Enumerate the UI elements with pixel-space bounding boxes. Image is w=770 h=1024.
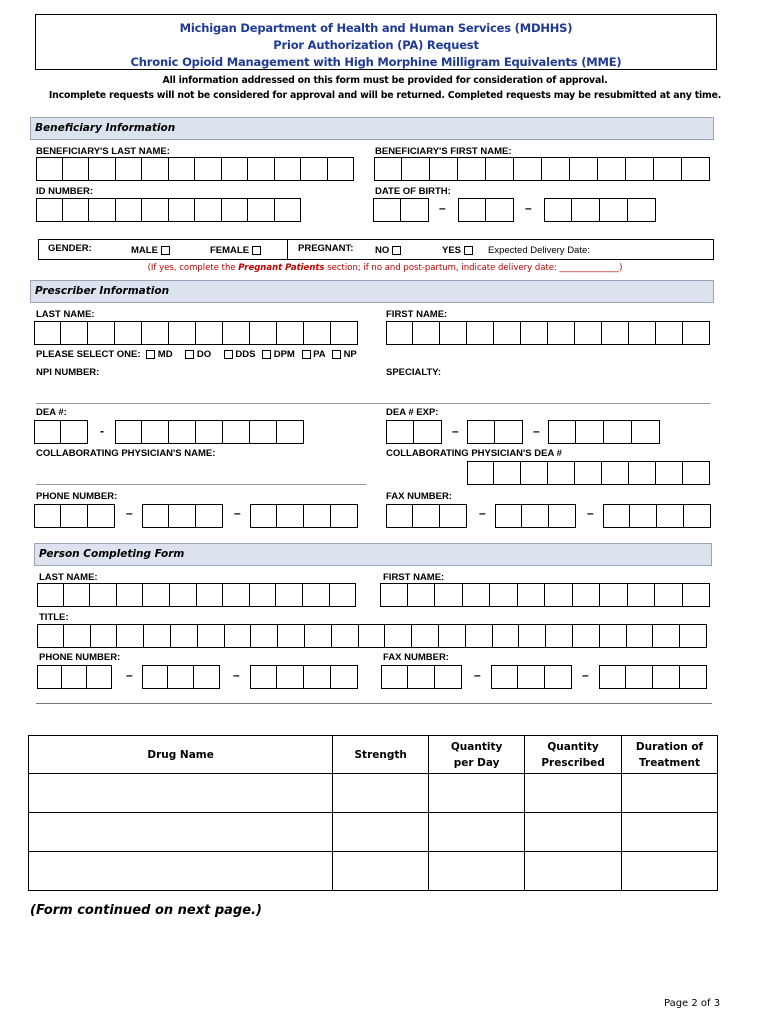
quantity-per-day-header: Quantity per Day — [429, 736, 525, 774]
drug-table-header-row — [29, 736, 718, 774]
collab-physician-dea-label: COLLABORATING PHYSICIAN'S DEA # — [386, 448, 562, 459]
drug-name-header: Drug Name — [29, 736, 333, 774]
strength-cell[interactable] — [333, 852, 429, 891]
drug-table — [28, 735, 718, 891]
pa-label: PA — [313, 349, 326, 360]
dea-exp-day-input[interactable] — [467, 420, 523, 444]
note-suffix: section; if no and post-partum, indicate delivery date: ______________) — [324, 263, 623, 273]
person-fax-label: FAX NUMBER: — [383, 652, 449, 663]
dob-year-input[interactable] — [544, 198, 656, 222]
prescriber-first-name-label: FIRST NAME: — [386, 309, 448, 320]
person-completing-section-header: Person Completing Form — [34, 543, 712, 566]
person-fax-separator-1: – — [474, 668, 481, 682]
person-first-name-input[interactable] — [380, 583, 710, 607]
gender-label: GENDER: — [48, 243, 92, 254]
strength-cell[interactable] — [333, 774, 429, 813]
prescriber-fax-line-input[interactable] — [603, 504, 711, 528]
collab-physician-name-line[interactable] — [36, 484, 366, 485]
quantity-prescribed-cell[interactable] — [525, 813, 622, 852]
prescriber-last-name-label: LAST NAME: — [36, 309, 95, 320]
person-last-name-label: LAST NAME: — [39, 572, 98, 583]
person-fax-prefix-input[interactable] — [491, 665, 572, 689]
person-phone-prefix-input[interactable] — [142, 665, 220, 689]
pregnant-yes-label: YES — [442, 245, 462, 256]
duration-cell[interactable] — [622, 813, 718, 852]
male-option[interactable] — [131, 245, 170, 256]
quantity-prescribed-header: Quantity Prescribed — [525, 736, 622, 774]
prescriber-phone-prefix-input[interactable] — [142, 504, 223, 528]
quantity-per-day-cell[interactable] — [429, 813, 525, 852]
quantity-per-day-cell[interactable] — [429, 774, 525, 813]
dea-prefix-input[interactable] — [34, 420, 88, 444]
agency-title: Michigan Department of Health and Human Services (MDHHS) — [179, 21, 573, 35]
male-checkbox[interactable] — [161, 246, 170, 255]
drug-row — [29, 774, 718, 813]
section-divider — [36, 703, 712, 704]
beneficiary-first-name-input[interactable] — [374, 157, 710, 181]
prescriber-phone-line-input[interactable] — [250, 504, 358, 528]
pregnancy-note — [0, 263, 770, 273]
prescriber-phone-label: PHONE NUMBER: — [36, 491, 118, 502]
dds-checkbox[interactable] — [224, 350, 233, 359]
pregnant-no-checkbox[interactable] — [392, 246, 401, 255]
dea-number-input[interactable] — [115, 420, 304, 444]
duration-cell[interactable] — [622, 852, 718, 891]
prescriber-phone-separator-1: – — [126, 506, 133, 520]
note-prefix: (If yes, complete the — [147, 263, 239, 273]
prescriber-fax-label: FAX NUMBER: — [386, 491, 452, 502]
form-title: Prior Authorization (PA) Request — [273, 38, 479, 52]
note-emphasis: Pregnant Patients — [238, 263, 325, 273]
id-number-input[interactable] — [36, 198, 301, 222]
prescriber-phone-area-input[interactable] — [34, 504, 115, 528]
np-label: NP — [343, 349, 357, 360]
female-label: FEMALE — [210, 245, 250, 256]
md-checkbox[interactable] — [146, 350, 155, 359]
person-phone-separator-2: – — [233, 668, 240, 682]
notice-line-1: All information addressed on this form must be provided for consideration of approval. — [162, 75, 608, 86]
do-label: DO — [196, 349, 212, 360]
gender-row-divider — [287, 239, 288, 260]
form-title-box — [35, 14, 717, 70]
form-subtitle: Chronic Opioid Management with High Morphine Milligram Equivalents (MME) — [130, 55, 622, 69]
beneficiary-last-name-label: BENEFICIARY'S LAST NAME: — [36, 146, 170, 157]
prescriber-fax-separator-2: – — [587, 506, 594, 520]
beneficiary-last-name-input[interactable] — [36, 157, 354, 181]
person-phone-area-input[interactable] — [37, 665, 112, 689]
dea-exp-separator-2: – — [533, 424, 540, 438]
quantity-prescribed-cell[interactable] — [525, 774, 622, 813]
dob-month-input[interactable] — [373, 198, 429, 222]
do-checkbox[interactable] — [185, 350, 194, 359]
expected-delivery-label: Expected Delivery Date: — [488, 245, 590, 256]
person-first-name-label: FIRST NAME: — [383, 572, 445, 583]
pregnant-no-option[interactable] — [375, 245, 401, 256]
prescriber-first-name-input[interactable] — [386, 321, 710, 345]
drug-name-cell[interactable] — [29, 774, 333, 813]
id-number-label: ID NUMBER: — [36, 186, 93, 197]
form-continued-note: (Form continued on next page.) — [30, 903, 262, 918]
female-option[interactable] — [210, 245, 261, 256]
duration-of-treatment-header: Duration of Treatment — [622, 736, 718, 774]
date-of-birth-label: DATE OF BIRTH: — [375, 186, 451, 197]
drug-row — [29, 852, 718, 891]
quantity-prescribed-cell[interactable] — [525, 852, 622, 891]
dea-label: DEA #: — [36, 407, 67, 418]
dob-day-input[interactable] — [458, 198, 514, 222]
drug-row — [29, 813, 718, 852]
pa-checkbox[interactable] — [302, 350, 311, 359]
prescriber-fax-area-input[interactable] — [386, 504, 467, 528]
page-number: Page 2 of 3 — [664, 998, 721, 1009]
person-last-name-input[interactable] — [37, 583, 356, 607]
person-phone-line-input[interactable] — [250, 665, 358, 689]
dob-separator-2: – — [525, 201, 532, 215]
person-fax-line-input[interactable] — [599, 665, 707, 689]
np-checkbox[interactable] — [332, 350, 341, 359]
dob-separator-1: – — [439, 201, 446, 215]
prescriber-section-header: Prescriber Information — [30, 280, 714, 303]
person-phone-label: PHONE NUMBER: — [39, 652, 121, 663]
dea-exp-separator-1: – — [452, 424, 459, 438]
dpm-label: DPM — [273, 349, 295, 360]
prescriber-phone-separator-2: – — [234, 506, 241, 520]
collab-physician-dea-input[interactable] — [467, 461, 710, 485]
dea-exp-month-input[interactable] — [386, 420, 442, 444]
pregnant-label: PREGNANT: — [298, 243, 354, 254]
strength-header: Strength — [333, 736, 429, 774]
pregnant-no-label: NO — [375, 245, 390, 256]
credential-select-label: PLEASE SELECT ONE: — [36, 349, 141, 360]
notice-line-2: Incomplete requests will not be considered for approval and will be returned. Completed requests may be resubmitted at any time. — [48, 90, 722, 101]
person-phone-separator-1: – — [126, 668, 133, 682]
beneficiary-section-header: Beneficiary Information — [30, 117, 714, 140]
person-fax-area-input[interactable] — [381, 665, 462, 689]
prescriber-fax-separator-1: – — [479, 506, 486, 520]
female-checkbox[interactable] — [252, 246, 261, 255]
dea-exp-label: DEA # EXP: — [386, 407, 439, 418]
collab-physician-name-label: COLLABORATING PHYSICIAN'S NAME: — [36, 448, 216, 459]
person-title-input[interactable] — [37, 624, 707, 648]
duration-cell[interactable] — [622, 774, 718, 813]
npi-specialty-line[interactable] — [36, 403, 710, 404]
npi-number-label: NPI NUMBER: — [36, 367, 100, 378]
male-label: MALE — [131, 245, 158, 256]
strength-cell[interactable] — [333, 813, 429, 852]
drug-name-cell[interactable] — [29, 813, 333, 852]
prescriber-fax-prefix-input[interactable] — [495, 504, 576, 528]
drug-name-cell[interactable] — [29, 852, 333, 891]
person-fax-separator-2: – — [582, 668, 589, 682]
person-title-label: TITLE: — [39, 612, 69, 623]
dea-separator: - — [100, 424, 104, 438]
dds-label: DDS — [235, 349, 256, 360]
md-label: MD — [157, 349, 173, 360]
pregnant-yes-checkbox[interactable] — [464, 246, 473, 255]
prescriber-last-name-input[interactable] — [34, 321, 358, 345]
credential-select-row — [36, 349, 357, 360]
dea-exp-year-input[interactable] — [548, 420, 660, 444]
beneficiary-first-name-label: BENEFICIARY'S FIRST NAME: — [375, 146, 512, 157]
quantity-per-day-cell[interactable] — [429, 852, 525, 891]
dpm-checkbox[interactable] — [262, 350, 271, 359]
specialty-label: SPECIALTY: — [386, 367, 442, 378]
pregnant-yes-option[interactable] — [442, 245, 473, 256]
